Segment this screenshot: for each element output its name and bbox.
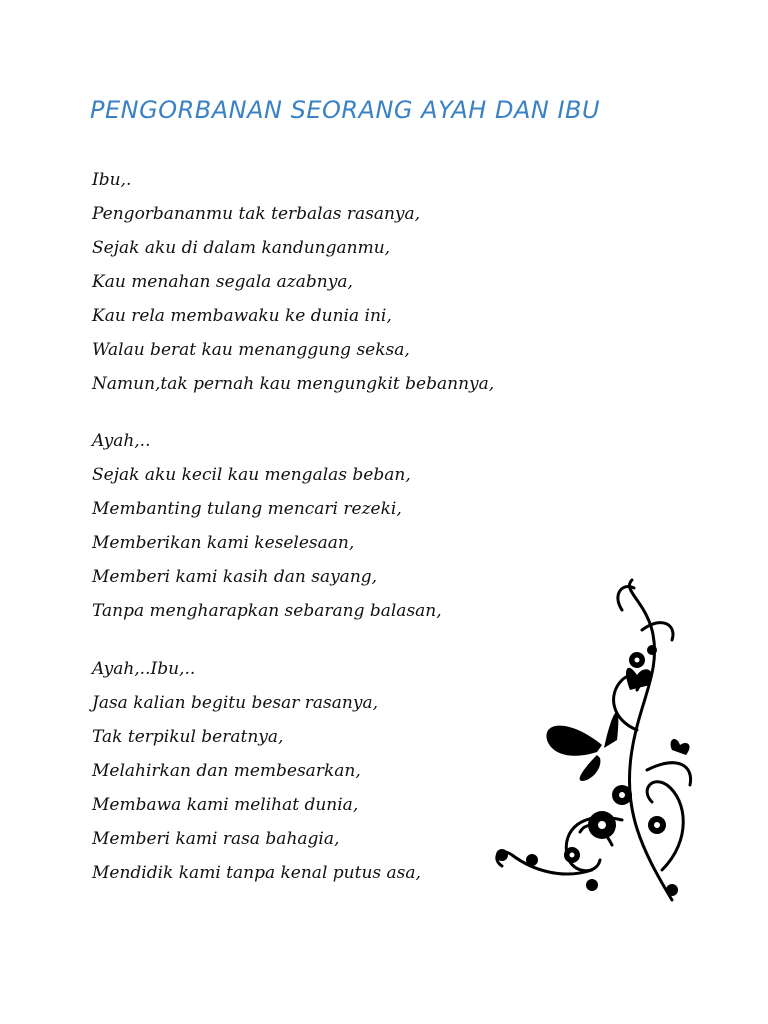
poem-line: Mendidik kami tanpa kenal putus asa, [92,863,421,883]
poem-line: Kau menahan segala azabnya, [92,272,353,292]
poem-line: Melahirkan dan membesarkan, [92,761,361,781]
poem-line: Pengorbananmu tak terbalas rasanya, [92,204,421,224]
floral-butterfly-ornament-icon [472,570,702,910]
poem-line: Membanting tulang mencari rezeki, [92,499,402,519]
poem-line: Kau rela membawaku ke dunia ini, [92,306,392,326]
poem-line: Tak terpikul beratnya, [92,727,284,747]
poem-line: Ibu,. [92,170,132,190]
poem-line: Memberikan kami keselesaan, [92,533,355,553]
poem-line: Walau berat kau menanggung seksa, [92,340,410,360]
poem-line: Memberi kami kasih dan sayang, [92,567,378,587]
poem-line: Ayah,.. [92,431,151,451]
poem-line: Tanpa mengharapkan sebarang balasan, [92,601,442,621]
poem-line: Jasa kalian begitu besar rasanya, [92,693,379,713]
poem-line: Namun,tak pernah kau mengungkit bebannya, [92,374,495,394]
poem-line: Memberi kami rasa bahagia, [92,829,340,849]
stanza-ayah-ibu [92,652,421,890]
poem-title: PENGORBANAN SEORANG AYAH DAN IBU [90,96,601,124]
poem-line: Sejak aku kecil kau mengalas beban, [92,465,411,485]
poem-line: Membawa kami melihat dunia, [92,795,359,815]
poem-line: Sejak aku di dalam kandunganmu, [92,238,391,258]
stanza-ibu [92,163,494,401]
poem-line: Ayah,..Ibu,.. [92,659,196,679]
stanza-ayah [92,424,442,628]
